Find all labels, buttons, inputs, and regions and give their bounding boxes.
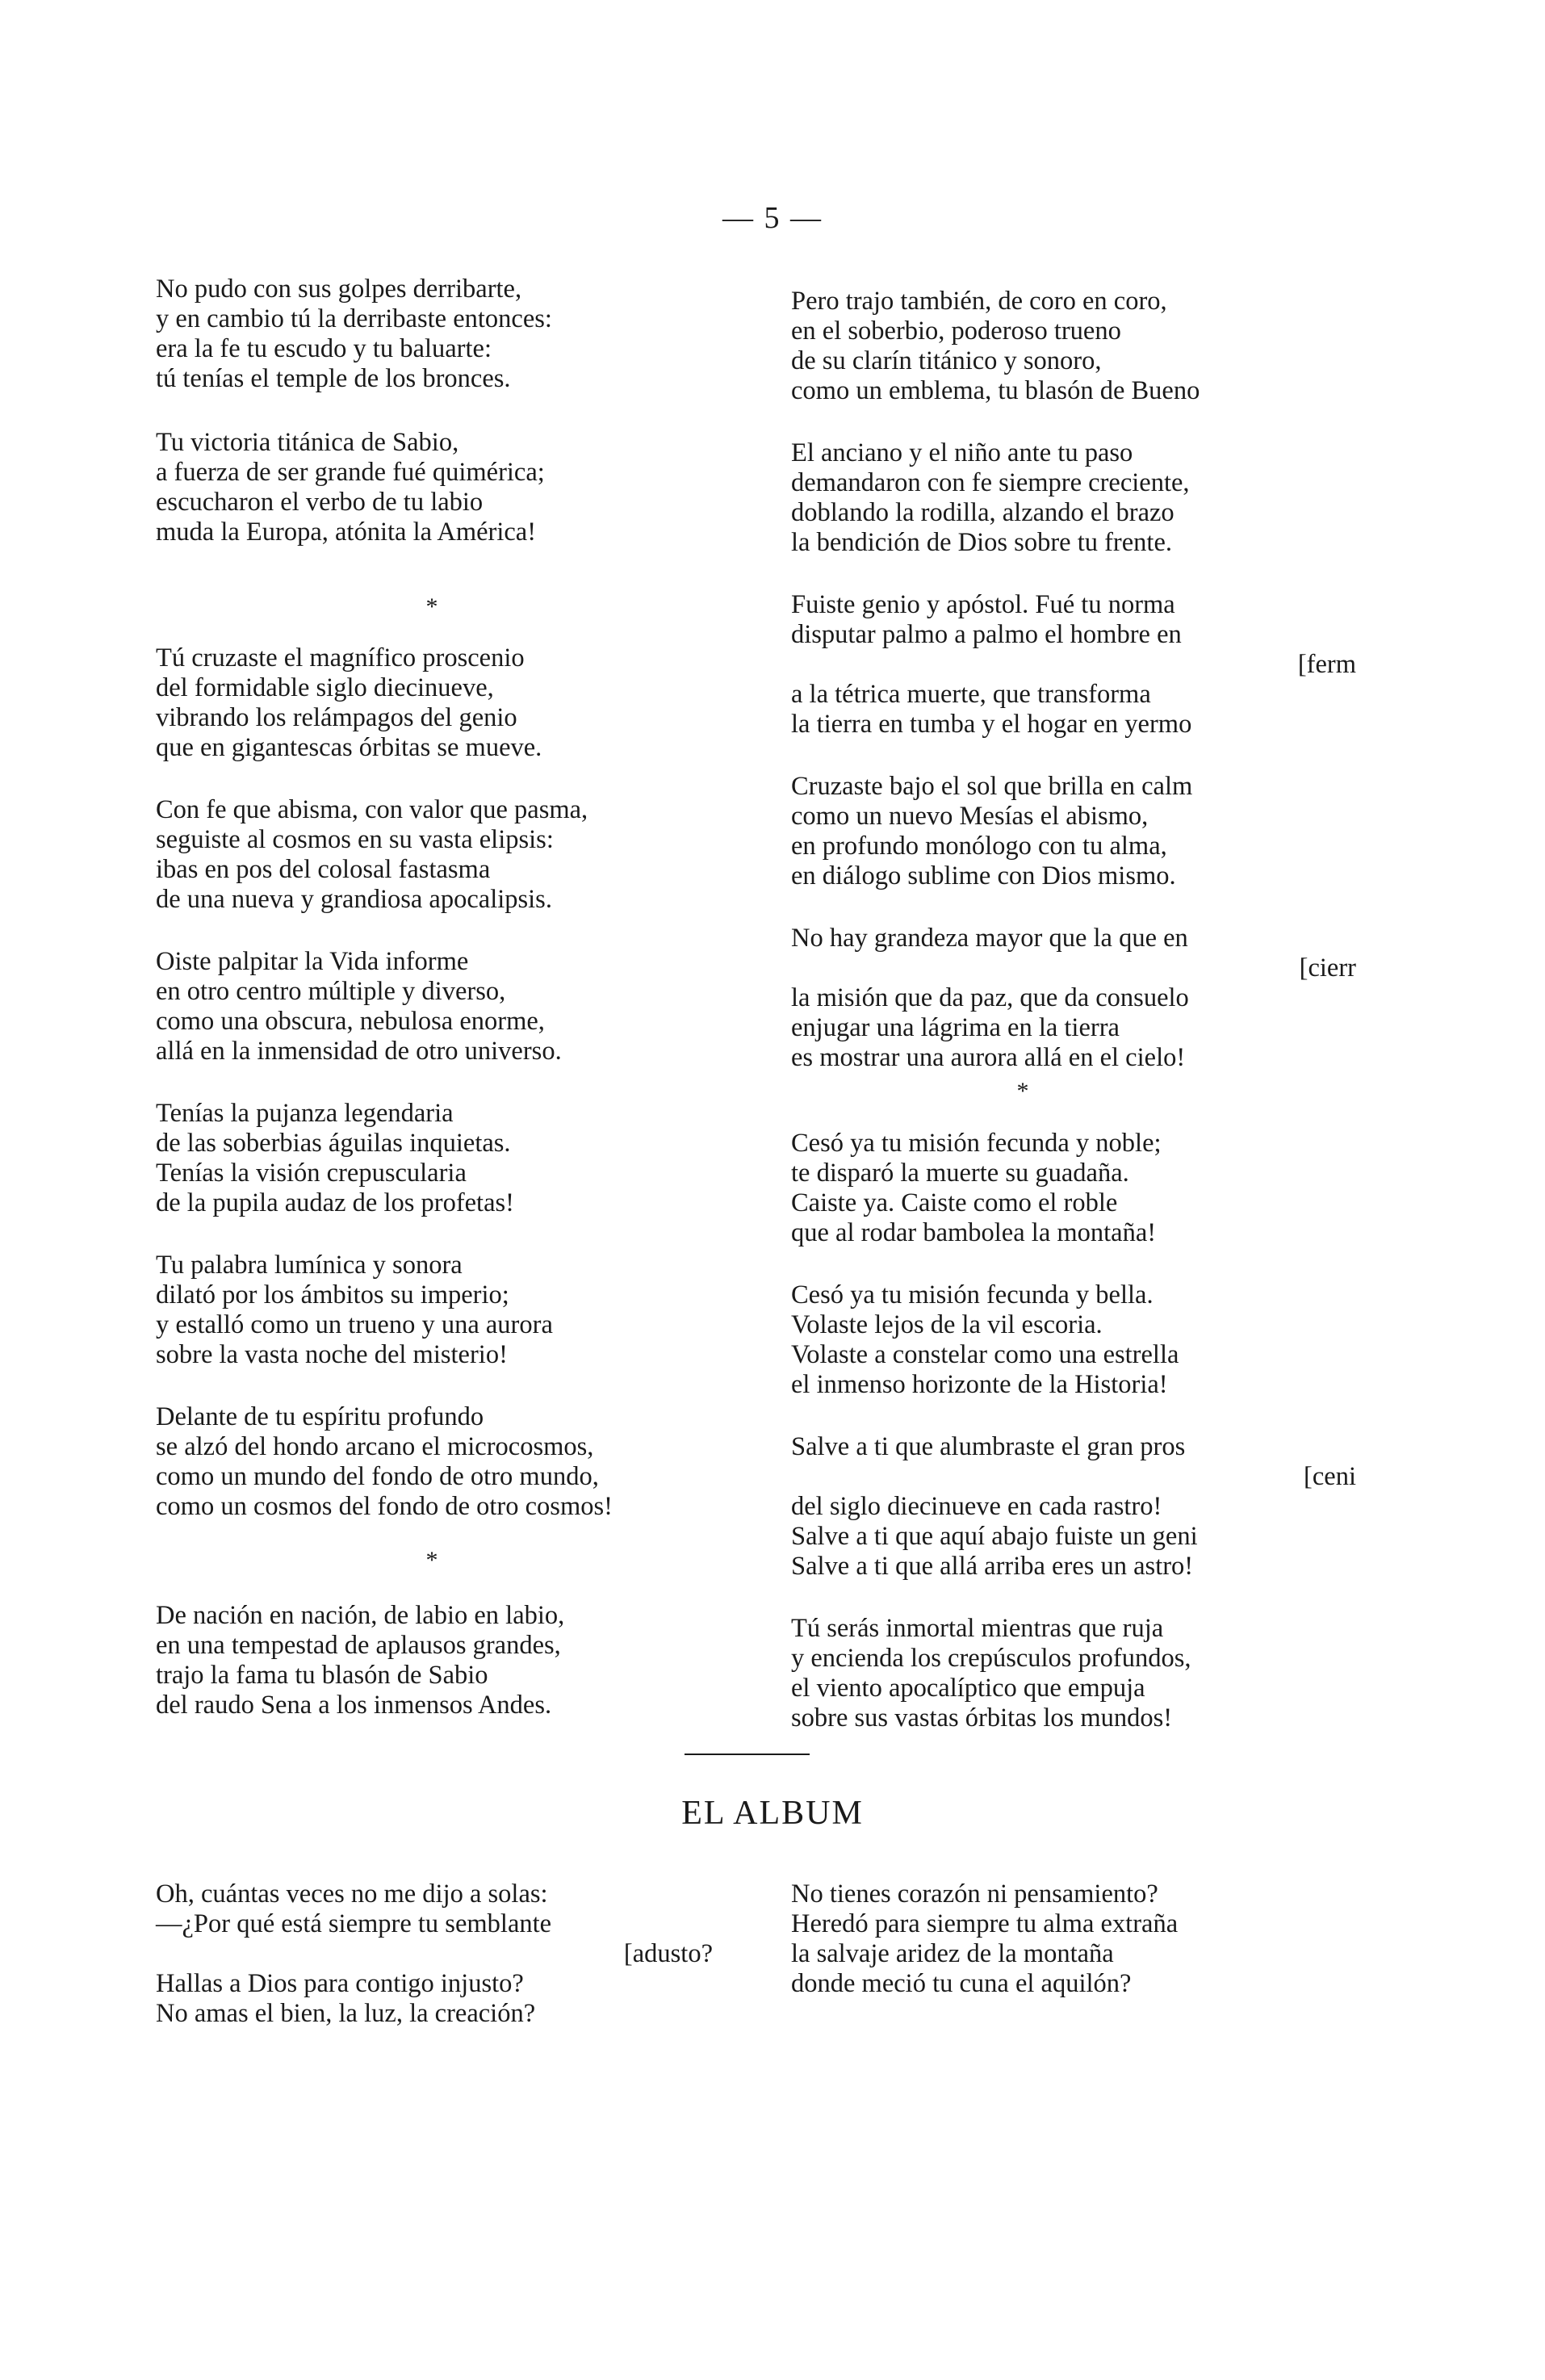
verse-line: Tú serás inmortal mientras que ruja xyxy=(791,1614,1164,1643)
page-number: — 5 — xyxy=(722,201,823,235)
verse-line: seguiste al cosmos en su vasta elipsis: xyxy=(156,825,554,854)
poem-stanza xyxy=(791,1129,1356,1248)
verse-line: de una nueva y grandiosa apocalipsis. xyxy=(156,885,552,914)
verse-line: en una tempestad de aplausos grandes, xyxy=(156,1631,561,1660)
left-stanzas-group-b xyxy=(156,643,745,1522)
album-right-stanza xyxy=(791,1879,1356,1999)
verse-line: Salve a ti que allá arriba eres un astro! xyxy=(791,1552,1194,1581)
verse-line: se alzó del hondo arcano el microcosmos, xyxy=(156,1432,594,1461)
section-title: EL ALBUM xyxy=(681,1795,864,1832)
left-stanzas-group-c xyxy=(156,1601,745,1720)
poem-stanza xyxy=(791,1432,1356,1582)
verse-line: vibrando los relámpagos del genio xyxy=(156,703,517,732)
verse-line: Tenías la pujanza legendaria xyxy=(156,1099,454,1128)
poem-stanza xyxy=(156,1099,745,1218)
verse-line: Tu palabra lumínica y sonora xyxy=(156,1251,463,1280)
poem-stanza xyxy=(791,1280,1356,1400)
poem-stanza xyxy=(791,287,1356,406)
section-separator-star: * xyxy=(425,593,438,620)
verse-line: la tierra en tumba y el hogar en yermo xyxy=(791,710,1192,739)
section-separator-star: * xyxy=(1016,1078,1029,1104)
verse-line: en profundo monólogo con tu alma, xyxy=(791,832,1167,861)
verse-line: escucharon el verbo de tu labio xyxy=(156,488,484,517)
verse-line: Fuiste genio y apóstol. Fué tu norma xyxy=(791,590,1175,619)
verse-line: Salve a ti que alumbraste el gran pros xyxy=(791,1432,1186,1461)
verse-line: Cesó ya tu misión fecunda y noble; xyxy=(791,1129,1162,1158)
verse-line: enjugar una lágrima en la tierra xyxy=(791,1013,1120,1042)
verse-line: doblando la rodilla, alzando el brazo xyxy=(791,498,1174,527)
verse-line: y en cambio tú la derribaste entonces: xyxy=(156,304,552,333)
verse-line: la salvaje aridez de la montaña xyxy=(791,1939,1114,1968)
verse-line-continuation: [ceni xyxy=(1304,1462,1356,1491)
verse-line: del formidable siglo diecinueve, xyxy=(156,673,494,702)
verse-line: sobre sus vastas órbitas los mundos! xyxy=(791,1703,1173,1733)
poem-stanza xyxy=(791,438,1356,558)
verse-line: a la tétrica muerte, que transforma xyxy=(791,680,1151,709)
poem-stanza xyxy=(156,1601,745,1720)
verse-line: Caiste ya. Caiste como el roble xyxy=(791,1188,1118,1217)
verse-line-continuation: [adusto? xyxy=(623,1939,713,1968)
left-stanzas-group-a xyxy=(156,274,745,547)
verse-line: de su clarín titánico y sonoro, xyxy=(791,346,1102,375)
verse-line: Pero trajo también, de coro en coro, xyxy=(791,287,1167,316)
verse-line: Volaste a constelar como una estrella xyxy=(791,1340,1179,1369)
poem-stanza xyxy=(791,1879,1356,1999)
poem-stanza xyxy=(156,795,745,915)
verse-line: como una obscura, nebulosa enorme, xyxy=(156,1007,545,1036)
verse-line: —¿Por qué está siempre tu semblante xyxy=(156,1909,552,1938)
verse-line: la misión que da paz, que da consuelo xyxy=(791,983,1189,1012)
verse-line: No amas el bien, la luz, la creación? xyxy=(156,1999,536,2028)
verse-line: como un nuevo Mesías el abismo, xyxy=(791,802,1149,831)
verse-line: y estalló como un trueno y una aurora xyxy=(156,1310,553,1339)
verse-line: Tu victoria titánica de Sabio, xyxy=(156,428,459,457)
verse-line: como un emblema, tu blasón de Bueno xyxy=(791,376,1200,405)
verse-line: No hay grandeza mayor que la que en xyxy=(791,924,1188,953)
verse-line: del siglo diecinueve en cada rastro! xyxy=(791,1492,1162,1521)
verse-line: Oh, cuántas veces no me dijo a solas: xyxy=(156,1879,548,1909)
verse-line: Oiste palpitar la Vida informe xyxy=(156,947,469,976)
verse-line-continuation: [cierr xyxy=(1299,953,1356,983)
verse-line: dilató por los ámbitos su imperio; xyxy=(156,1280,509,1309)
verse-line: No pudo con sus golpes derribarte, xyxy=(156,274,522,304)
verse-line: Volaste lejos de la vil escoria. xyxy=(791,1310,1103,1339)
verse-line: allá en la inmensidad de otro universo. xyxy=(156,1037,562,1066)
verse-line: de las soberbias águilas inquietas. xyxy=(156,1129,511,1158)
verse-line: de la pupila audaz de los profetas! xyxy=(156,1188,514,1217)
verse-line: disputar palmo a palmo el hombre en xyxy=(791,620,1182,649)
verse-line: que al rodar bambolea la montaña! xyxy=(791,1218,1157,1247)
verse-line: Delante de tu espíritu profundo xyxy=(156,1402,484,1431)
verse-line: No tienes corazón ni pensamiento? xyxy=(791,1879,1158,1909)
verse-line: De nación en nación, de labio en labio, xyxy=(156,1601,565,1630)
verse-line: como un cosmos del fondo de otro cosmos! xyxy=(156,1492,613,1521)
verse-line: El anciano y el niño ante tu paso xyxy=(791,438,1133,467)
verse-line: ibas en pos del colosal fastasma xyxy=(156,855,491,884)
verse-line: sobre la vasta noche del misterio! xyxy=(156,1340,508,1369)
verse-line: Tenías la visión crepuscularia xyxy=(156,1159,467,1188)
verse-line: que en gigantescas órbitas se mueve. xyxy=(156,733,542,762)
poem-stanza xyxy=(156,947,745,1066)
horizontal-divider xyxy=(685,1754,810,1755)
poem-stanza xyxy=(791,1614,1356,1733)
verse-line: el viento apocalíptico que empuja xyxy=(791,1674,1145,1703)
verse-line: la bendición de Dios sobre tu frente. xyxy=(791,528,1173,557)
verse-line: donde meció tu cuna el aquilón? xyxy=(791,1969,1132,1998)
verse-line: demandaron con fe siempre creciente, xyxy=(791,468,1190,497)
poem-stanza xyxy=(156,274,745,394)
verse-line: en otro centro múltiple y diverso, xyxy=(156,977,506,1006)
poem-stanza xyxy=(156,1879,713,2029)
verse-line: es mostrar una aurora allá en el cielo! xyxy=(791,1043,1186,1072)
verse-line: Hallas a Dios para contigo injusto? xyxy=(156,1969,524,1998)
right-stanzas-group-b xyxy=(791,1129,1356,1733)
poem-stanza xyxy=(791,924,1356,1073)
poem-stanza xyxy=(156,1251,745,1370)
verse-line: a fuerza de ser grande fué quimérica; xyxy=(156,458,545,487)
verse-line: tú tenías el temple de los bronces. xyxy=(156,364,511,393)
verse-line: Heredó para siempre tu alma extraña xyxy=(791,1909,1179,1938)
poem-stanza xyxy=(156,1402,745,1522)
verse-line: Tú cruzaste el magnífico proscenio xyxy=(156,643,525,673)
verse-line: Cruzaste bajo el sol que brilla en calm xyxy=(791,772,1193,801)
poem-stanza xyxy=(156,643,745,763)
right-stanzas-group-a xyxy=(791,287,1356,1073)
verse-line: del raudo Sena a los inmensos Andes. xyxy=(156,1691,552,1720)
verse-line: en el soberbio, poderoso trueno xyxy=(791,316,1121,346)
verse-line: era la fe tu escudo y tu baluarte: xyxy=(156,334,492,363)
album-left-stanza xyxy=(156,1879,713,2029)
verse-line: el inmenso horizonte de la Historia! xyxy=(791,1370,1168,1399)
verse-line: Con fe que abisma, con valor que pasma, xyxy=(156,795,588,824)
verse-line: muda la Europa, atónita la América! xyxy=(156,517,537,547)
verse-line: Salve a ti que aquí abajo fuiste un geni xyxy=(791,1522,1198,1551)
verse-line: y encienda los crepúsculos profundos, xyxy=(791,1644,1191,1673)
verse-line: trajo la fama tu blasón de Sabio xyxy=(156,1661,488,1690)
poem-stanza xyxy=(156,428,745,547)
section-separator-star: * xyxy=(425,1547,438,1573)
verse-line: te disparó la muerte su guadaña. xyxy=(791,1159,1129,1188)
poem-stanza xyxy=(791,590,1356,740)
verse-line: como un mundo del fondo de otro mundo, xyxy=(156,1462,599,1491)
poem-stanza xyxy=(791,772,1356,891)
verse-line-continuation: [ferm xyxy=(1297,650,1356,679)
verse-line: Cesó ya tu misión fecunda y bella. xyxy=(791,1280,1154,1309)
verse-line: en diálogo sublime con Dios mismo. xyxy=(791,861,1176,890)
